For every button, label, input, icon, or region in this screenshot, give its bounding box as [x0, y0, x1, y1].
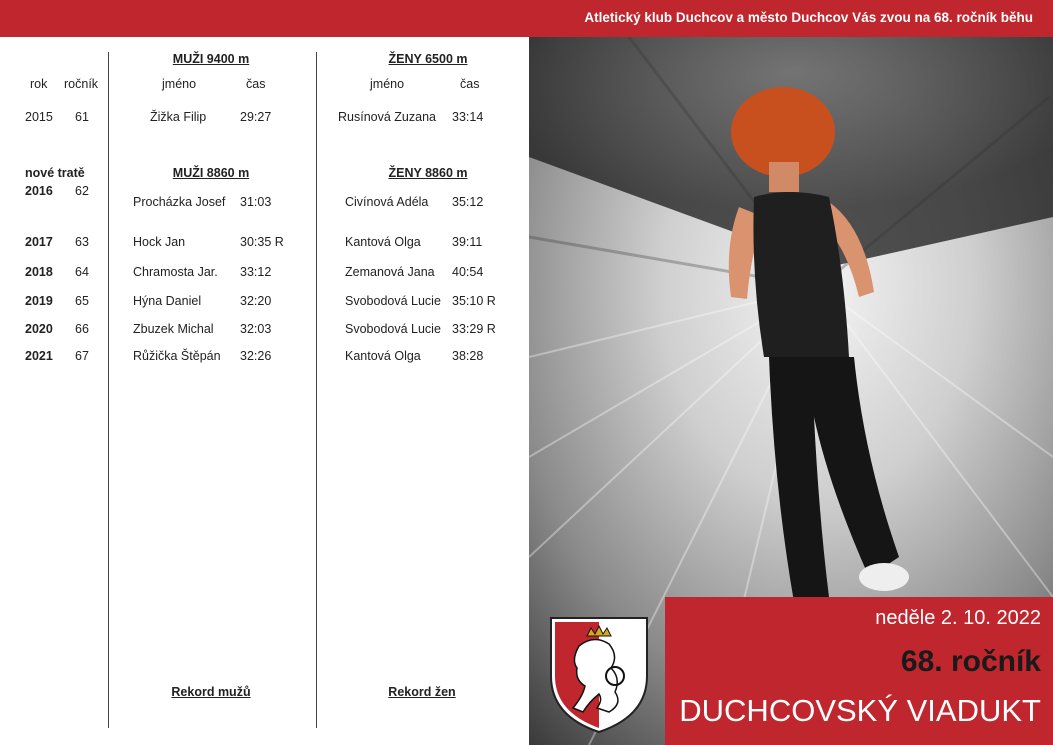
- col-header-cas-women: čas: [460, 77, 480, 91]
- top-banner: [0, 0, 1053, 37]
- row-year: 2021: [25, 349, 53, 363]
- event-name: DUCHCOVSKÝ VIADUKT: [679, 693, 1041, 728]
- row-edition: 65: [75, 294, 89, 308]
- men-heading-8860: MUŽI 8860 m: [172, 166, 250, 180]
- row-women-time: 35:12: [452, 195, 484, 209]
- new-tracks-label: nové tratě: [25, 166, 85, 180]
- col-header-cas-men: čas: [246, 77, 266, 91]
- row-edition: 64: [75, 265, 89, 279]
- event-info-box: [665, 597, 1053, 745]
- men-heading-9400: MUŽI 9400 m: [172, 52, 250, 66]
- duchcov-coat-of-arms-icon: [549, 616, 649, 734]
- row-year: 2019: [25, 294, 53, 308]
- women-heading-8860: ŽENY 8860 m: [388, 166, 468, 180]
- column-divider-right: [316, 52, 317, 728]
- col-header-jmeno-men: jméno: [162, 77, 197, 91]
- row-women-name: Kantová Olga: [345, 235, 421, 249]
- row-women-time: 35:10 R: [452, 294, 496, 308]
- row-women-time: 33:29 R: [452, 322, 496, 336]
- record-women-label: Rekord žen: [388, 685, 456, 699]
- row-women-name: Zemanová Jana: [345, 265, 435, 279]
- row-men-time: 30:35 R: [240, 235, 284, 249]
- row-women-time: 39:11: [452, 235, 483, 249]
- row-edition: 67: [75, 349, 89, 363]
- row-year: 2020: [25, 322, 53, 336]
- row-2015-edition: 61: [75, 110, 89, 124]
- row-year: 2016: [25, 184, 53, 198]
- row-women-name: Svobodová Lucie: [345, 294, 441, 308]
- row-edition: 62: [75, 184, 89, 198]
- record-men-label: Rekord mužů: [171, 685, 251, 699]
- row-women-time: 40:54: [452, 265, 484, 279]
- row-women-name: Svobodová Lucie: [345, 322, 441, 336]
- row-year: 2018: [25, 265, 53, 279]
- col-header-jmeno-women: jméno: [370, 77, 405, 91]
- row-men-name: Chramosta Jar.: [133, 265, 218, 279]
- row-men-time: 32:26: [240, 349, 272, 363]
- row-2015-women-name: Rusínová Zuzana: [338, 110, 436, 124]
- row-2015-women-time: 33:14: [452, 110, 484, 124]
- row-2015-men-time: 29:27: [240, 110, 272, 124]
- row-2015-year: 2015: [25, 110, 53, 124]
- row-women-time: 38:28: [452, 349, 484, 363]
- column-divider-left: [108, 52, 109, 728]
- row-men-time: 32:03: [240, 322, 272, 336]
- row-men-name: Hýna Daniel: [133, 294, 202, 308]
- row-men-name: Procházka Josef: [133, 195, 226, 209]
- women-heading-6500: ŽENY 6500 m: [388, 52, 468, 66]
- row-women-name: Civínová Adéla: [345, 195, 429, 209]
- row-men-time: 31:03: [240, 195, 272, 209]
- event-date: neděle 2. 10. 2022: [875, 607, 1041, 629]
- row-men-time: 33:12: [240, 265, 272, 279]
- banner-text: Atletický klub Duchcov a město Duchcov Vás zvou na 68. ročník běhu: [584, 10, 1033, 25]
- row-men-time: 32:20: [240, 294, 272, 308]
- row-men-name: Zbuzek Michal: [133, 322, 214, 336]
- row-men-name: Hock Jan: [133, 235, 186, 249]
- row-year: 2017: [25, 235, 53, 249]
- col-header-rok: rok: [30, 77, 48, 91]
- row-edition: 63: [75, 235, 89, 249]
- row-edition: 66: [75, 322, 89, 336]
- row-women-name: Kantová Olga: [345, 349, 421, 363]
- col-header-rocnik: ročník: [64, 77, 99, 91]
- event-edition: 68. ročník: [900, 645, 1041, 678]
- row-men-name: Růžička Štěpán: [133, 349, 221, 363]
- row-2015-men-name: Žižka Filip: [150, 110, 207, 124]
